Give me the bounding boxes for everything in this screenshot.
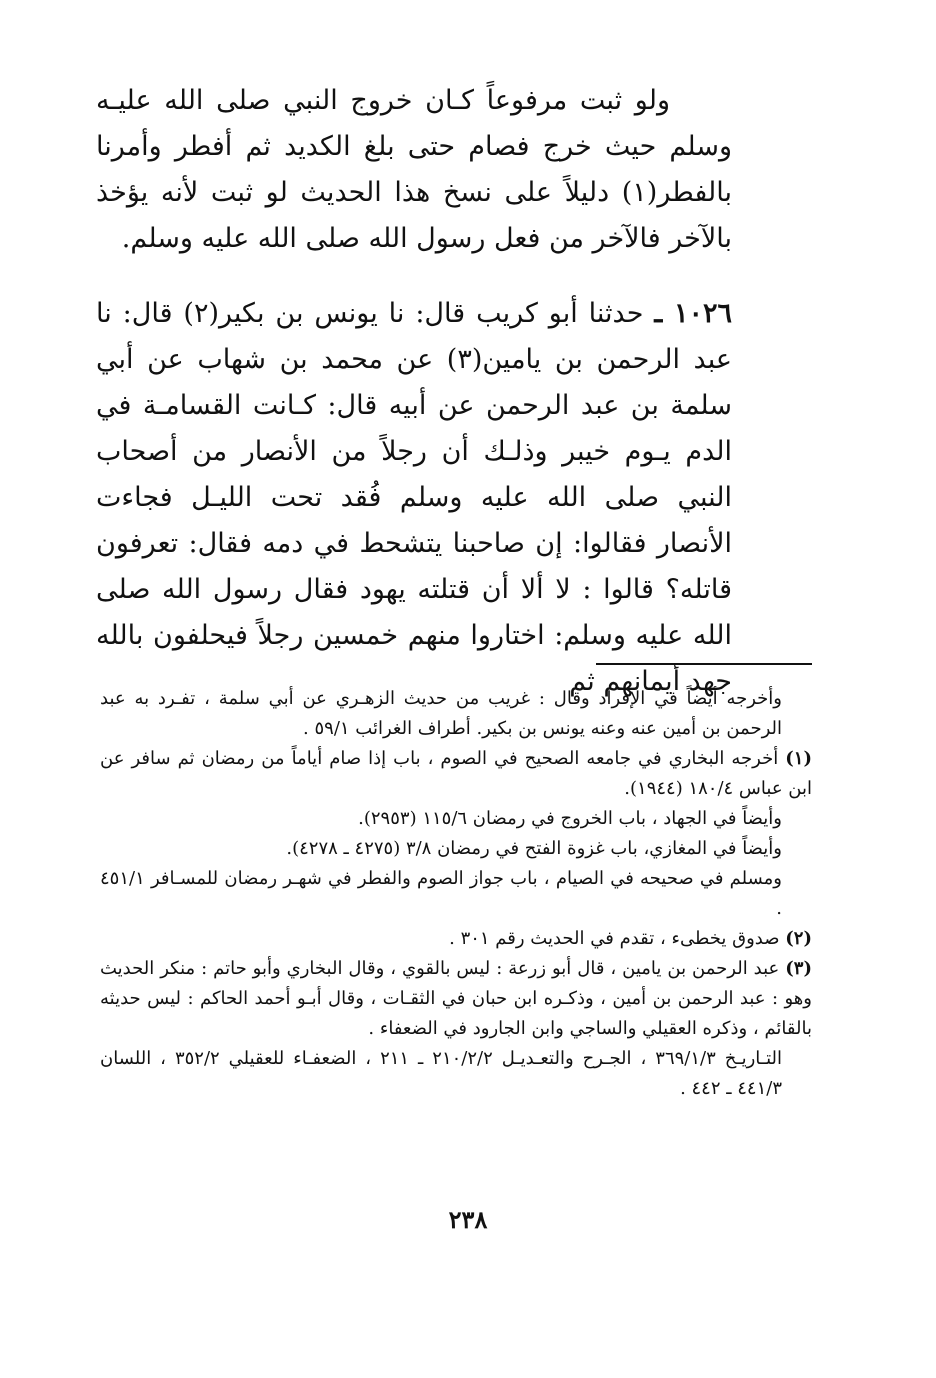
footnote-continuation: وأخرجه أيضاً في الإفراد وقال : غريب من حديث الزهـري عن أبي سلمة ، تفـرد به عبد الرحمن بن أمين عنه وعنه يونس بن بكير. أطراف الغرائب ٥٩/١ . (100, 688, 782, 739)
footnote-3 (100, 954, 812, 1044)
footnote-1-sub-2: وأيضاً في المغازي، باب غزوة الفتح في رمضان ٣/٨ (٤٢٧٥ ـ ٤٢٧٨). (286, 838, 782, 859)
footnote-3-text: عبد الرحمن بن يامين ، قال أبو زرعة : ليس بالقوي ، وقال البخاري وأبو حاتم : منكر الحديث وهو : عبد الرحمن بن أمين ، وذكـره ابن حبان في الثقـات ، وقال أبـو أحمد الحاكم : ليس حديثه بالقائم ، وذكره العقيلي والساجي وابن الجارود في الضعفاء . (100, 958, 812, 1039)
footnote-1-text: أخرجه البخاري في جامعه الصحيح في الصوم ، باب إذا صام أياماً من رمضان ثم سافر عن ابن عباس ١٨٠/٤ (١٩٤٤). (100, 748, 812, 799)
footnote-1-number: (١) (785, 748, 812, 769)
hadith-text (96, 291, 732, 705)
footnote-2 (100, 924, 812, 954)
footnote-2-number: (٢) (785, 928, 812, 949)
paragraph-text: ولو ثبت مرفوعاً كـان خروج النبي صلى الله عليـه وسلم حيث خرج فصام حتى بلغ الكديد ثم أفطر وأمرنا بالفطر(١) دليلاً على نسخ هذا الحديث لو ثبت لأنه يؤخذ بالآخر فالآخر من فعل رسول الله صلى الله عليه وسلم. (96, 85, 732, 254)
hadith-paragraph (96, 291, 732, 705)
footnote-divider (596, 663, 812, 665)
hadith-body: حدثنا أبو كريب قال: نا يونس بن بكير(٢) قال: نا عبد الرحمن بن يامين(٣) عن محمد بن شهاب عن أبي سلمة بن عبد الرحمن عن أبيه قال: كـانت القسامـة في الدم يـوم خيبر وذلـك أن رجلاً من الأنصار من أصحاب النبي صلى الله عليه وسلم فُقد تحت الليـل فجاءت الأنصار فقالوا: إن صاحبنا يتشحط في دمه فقال: تعرفون قاتله؟ قالوا : لا ألا أن قتلته يهود فقال رسول الله صلى الله عليه وسلم: اختاروا منهم خمسين رجلاً فيحلفون بالله جهد أيمانهم ثم (96, 298, 732, 697)
footnote-2-text: صدوق يخطىء ، تقدم في الحديث رقم ٣٠١ . (449, 928, 780, 949)
footnote-3-number: (٣) (785, 958, 812, 979)
main-text-paragraph-1 (96, 78, 732, 262)
footnotes-section (100, 684, 812, 1104)
footnote-1 (100, 744, 812, 804)
footnote-3-sub: التـاريـخ ٣٦٩/١/٣ ، الجـرح والتعـديـل ٢١٠/٢/٢ ـ ٢١١ ، الضعفـاء للعقيلي ٣٥٢/٢ ، اللسان ٤٤١/٣ ـ ٤٤٢ . (100, 1048, 782, 1099)
hadith-number: ١٠٢٦ ـ (654, 298, 732, 329)
page-number: ٢٣٨ (448, 1205, 488, 1234)
footnote-1-sub-1: وأيضاً في الجهاد ، باب الخروج في رمضان ١١٥/٦ (٢٩٥٣). (358, 808, 782, 829)
footnote-1-sub-3: ومسلم في صحيحه في الصيام ، باب جواز الصوم والفطر في شهـر رمضان للمسـافر ٤٥١/١ . (100, 868, 782, 919)
